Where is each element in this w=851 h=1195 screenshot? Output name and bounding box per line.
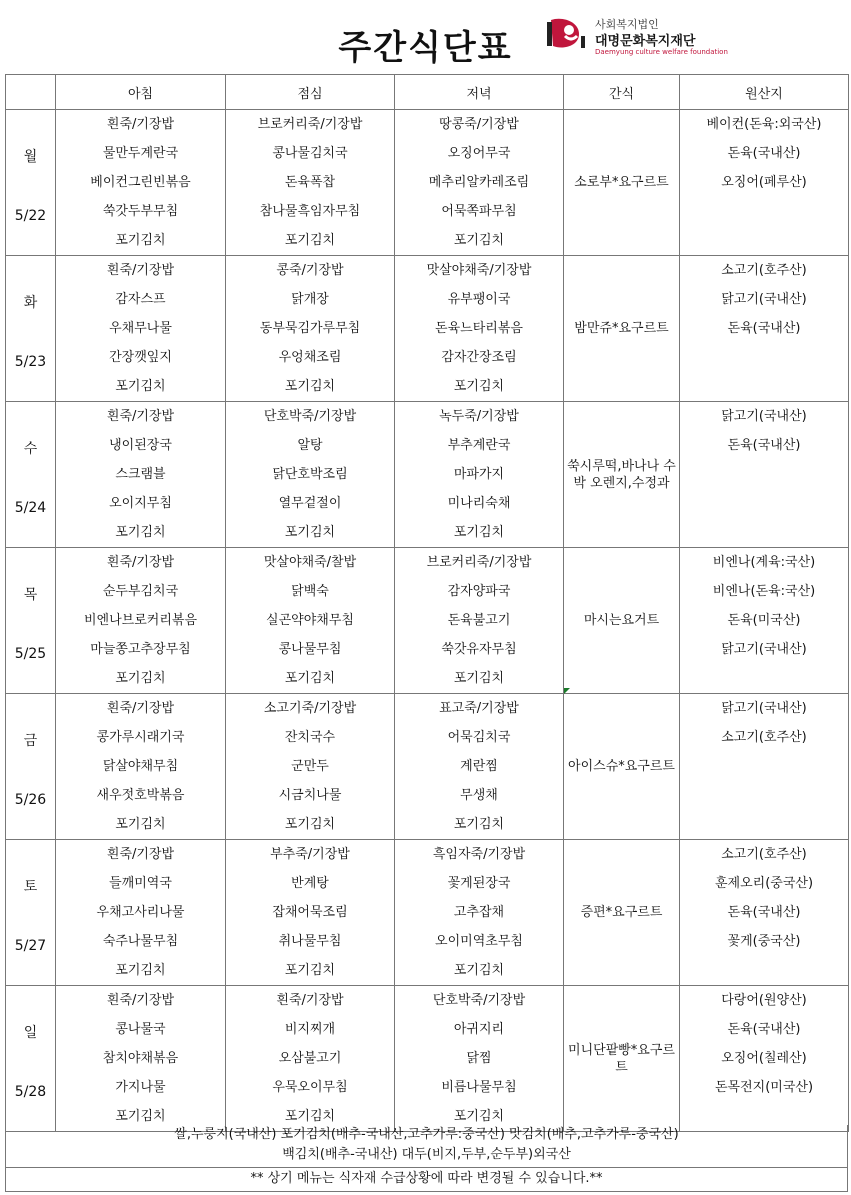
- lunch-item: 흰죽/기장밥: [276, 993, 344, 1008]
- dinner-item: 포기김치: [453, 233, 505, 248]
- dinner-item: 쑥갓유자무침: [441, 642, 517, 657]
- lunch-item: 부추죽/기장밥: [270, 847, 350, 862]
- dinner-item: 꽃게된장국: [447, 876, 511, 891]
- breakfast-item: 포기김치: [115, 817, 166, 832]
- lunch-item: 단호박죽/기장밥: [263, 409, 357, 424]
- breakfast-item: 마늘쫑고추장무침: [90, 642, 191, 657]
- dinner-item: 포기김치: [453, 671, 505, 686]
- origin-item: 오징어(페루산): [721, 175, 807, 190]
- breakfast-cell: [56, 694, 226, 840]
- dinner-cell: [395, 694, 564, 840]
- lunch-item: 취나물무침: [278, 934, 342, 949]
- day-name: 목: [23, 587, 38, 603]
- breakfast-item: 흰죽/기장밥: [106, 701, 175, 716]
- origin-item: 꽃게(중국산): [727, 934, 801, 949]
- breakfast-cell: [56, 840, 226, 986]
- snack-cell: 아이스슈*요구르트: [564, 694, 680, 840]
- breakfast-item: 냉이된장국: [109, 438, 172, 453]
- breakfast-item: 비엔나브로커리볶음: [83, 613, 198, 628]
- dinner-item: 포기김치: [453, 379, 505, 394]
- day-name: 월: [23, 149, 38, 165]
- breakfast-item: 콩가루시래기국: [96, 730, 185, 745]
- lunch-item: 잡채어묵조림: [272, 905, 348, 920]
- dinner-item: 감자간장조림: [441, 350, 517, 365]
- origin-cell: [680, 402, 849, 548]
- day-name: 수: [23, 441, 38, 457]
- table-row: [6, 110, 849, 256]
- breakfast-cell: [56, 402, 226, 548]
- origin-cell: [680, 110, 849, 256]
- lunch-cell: [226, 548, 395, 694]
- dinner-item: 무생채: [460, 788, 498, 803]
- foundation-logo: [545, 10, 728, 60]
- lunch-cell: [226, 840, 395, 986]
- dinner-item: 닭찜: [466, 1051, 492, 1066]
- origin-item: 비엔나(계육:국산): [712, 555, 816, 570]
- dinner-item: 메추리알카레조림: [428, 175, 530, 190]
- logo-english: Daemyung culture welfare foundation: [595, 48, 728, 56]
- lunch-cell: [226, 402, 395, 548]
- header-origin: 원산지: [680, 75, 849, 110]
- breakfast-item: 포기김치: [115, 379, 166, 394]
- cell-comment-marker: [564, 688, 570, 694]
- dinner-item: 브로커리죽/기장밥: [426, 555, 532, 570]
- breakfast-cell: [56, 986, 226, 1132]
- day-date: 5/24: [14, 500, 47, 516]
- change-notice: ** 상기 메뉴는 식자재 수급상황에 따라 변경될 수 있습니다.**: [5, 1167, 848, 1192]
- breakfast-item: 우채고사리나물: [96, 905, 185, 920]
- dinner-item: 땅콩죽/기장밥: [439, 117, 519, 132]
- breakfast-item: 포기김치: [115, 963, 166, 978]
- breakfast-item: 흰죽/기장밥: [106, 555, 175, 570]
- lunch-item: 잔치국수: [284, 730, 336, 745]
- lunch-item: 포기김치: [284, 1109, 336, 1124]
- dinner-item: 아귀지리: [453, 1022, 505, 1037]
- table-row: [6, 986, 849, 1132]
- lunch-item: 실곤약야채무침: [266, 613, 354, 628]
- footnote-line-1: 쌀,누룽지(국내산) 포기김치(배추-국내산,고추가루:중국산) 맛김치(배추,고추가루-중국산): [174, 1127, 679, 1142]
- page-header: [0, 0, 851, 74]
- breakfast-item: 우채무나물: [109, 321, 172, 336]
- lunch-cell: [226, 110, 395, 256]
- snack-cell: 쑥시루떡,바나나 수박 오렌지,수정과: [564, 402, 680, 548]
- dinner-item: 돈육불고기: [447, 613, 511, 628]
- origin-item: 닭고기(국내산): [721, 292, 807, 307]
- dinner-item: 흑임자죽/기장밥: [432, 847, 526, 862]
- snack-cell: 미니단팥빵*요구르트: [564, 986, 680, 1132]
- lunch-item: 군만두: [291, 759, 329, 774]
- lunch-item: 맛살야채죽/찰밥: [263, 555, 357, 570]
- snack-cell: 증편*요구르트: [564, 840, 680, 986]
- breakfast-cell: [56, 110, 226, 256]
- dinner-item: 표고죽/기장밥: [439, 701, 519, 716]
- footnote-line-2: 백김치(배추-국내산) 대두(비지,두부,순두부)외국산: [282, 1147, 571, 1162]
- page-title: 주간식단표: [338, 28, 513, 68]
- day-date: 5/27: [14, 938, 47, 954]
- day-name: 일: [23, 1025, 38, 1041]
- origin-footnote: [5, 1125, 848, 1168]
- dinner-item: 단호박죽/기장밥: [432, 993, 526, 1008]
- table-row: [6, 256, 849, 402]
- breakfast-item: 흰죽/기장밥: [106, 117, 175, 132]
- dinner-item: 계란찜: [460, 759, 498, 774]
- breakfast-item: 숙주나물무침: [102, 934, 179, 949]
- header-breakfast: 아침: [56, 75, 226, 110]
- dinner-item: 어묵쪽파무침: [441, 204, 517, 219]
- origin-item: 소고기(호주산): [721, 730, 807, 745]
- table-row: [6, 840, 849, 986]
- snack-cell: 밤만쥬*요구르트: [564, 256, 680, 402]
- origin-item: 닭고기(국내산): [721, 409, 807, 424]
- lunch-item: 오삼불고기: [278, 1051, 342, 1066]
- dinner-item: 맛살야채죽/기장밥: [426, 263, 532, 278]
- origin-item: 돈육(국내산): [727, 1022, 801, 1037]
- lunch-item: 알탕: [297, 438, 323, 453]
- lunch-item: 참나물흑임자무침: [259, 204, 361, 219]
- day-name: 금: [23, 733, 38, 749]
- breakfast-item: 포기김치: [115, 1109, 166, 1124]
- lunch-item: 포기김치: [284, 671, 336, 686]
- day-cell: [6, 840, 56, 986]
- day-date: 5/22: [14, 208, 47, 224]
- breakfast-item: 포기김치: [115, 233, 166, 248]
- dinner-item: 포기김치: [453, 817, 505, 832]
- breakfast-item: 포기김치: [115, 525, 166, 540]
- breakfast-item: 쑥갓두부무침: [102, 204, 179, 219]
- dinner-cell: [395, 986, 564, 1132]
- origin-item: 돈육(미국산): [727, 613, 801, 628]
- origin-item: 돈육(국내산): [727, 905, 801, 920]
- origin-item: 돈육(국내산): [727, 146, 801, 161]
- dinner-cell: [395, 840, 564, 986]
- origin-item: 비엔나(돈육:국산): [712, 584, 816, 599]
- origin-item: 돈육(국내산): [727, 321, 801, 336]
- lunch-item: 닭백숙: [291, 584, 329, 599]
- header-lunch: 점심: [226, 75, 395, 110]
- dinner-cell: [395, 110, 564, 256]
- breakfast-item: 순두부김치국: [102, 584, 179, 599]
- dinner-item: 녹두죽/기장밥: [439, 409, 519, 424]
- breakfast-item: 흰죽/기장밥: [106, 409, 175, 424]
- dinner-item: 고추잡채: [453, 905, 505, 920]
- breakfast-cell: [56, 548, 226, 694]
- dinner-item: 미나리숙채: [447, 496, 511, 511]
- lunch-item: 닭개장: [291, 292, 329, 307]
- origin-cell: [680, 256, 849, 402]
- weekly-menu-table: [5, 74, 849, 1132]
- dinner-item: 오이미역초무침: [435, 934, 523, 949]
- day-name: 화: [23, 295, 38, 311]
- dinner-item: 돈육느타리볶음: [435, 321, 523, 336]
- logo-name: 대명문화복지재단: [595, 34, 696, 49]
- day-cell: [6, 256, 56, 402]
- table-row: [6, 694, 849, 840]
- day-cell: [6, 110, 56, 256]
- day-cell: [6, 986, 56, 1132]
- dinner-cell: [395, 256, 564, 402]
- origin-item: 훈제오리(중국산): [714, 876, 814, 891]
- dinner-cell: [395, 548, 564, 694]
- origin-item: 돈목전지(미국산): [714, 1080, 814, 1095]
- origin-item: 베이컨(돈육:외국산): [706, 117, 822, 132]
- snack-cell: 소로부*요구르트: [564, 110, 680, 256]
- breakfast-item: 물만두계란국: [102, 146, 179, 161]
- lunch-item: 콩나물무침: [278, 642, 342, 657]
- lunch-cell: [226, 694, 395, 840]
- dinner-item: 유부팽이국: [447, 292, 511, 307]
- dinner-cell: [395, 402, 564, 548]
- origin-cell: [680, 840, 849, 986]
- origin-item: 오징어(칠레산): [721, 1051, 807, 1066]
- dinner-item: 포기김치: [453, 963, 505, 978]
- day-date: 5/28: [14, 1084, 47, 1100]
- lunch-item: 포기김치: [284, 233, 336, 248]
- day-cell: [6, 694, 56, 840]
- lunch-item: 브로커리죽/기장밥: [257, 117, 363, 132]
- dinner-item: 오징어무국: [447, 146, 511, 161]
- day-date: 5/25: [14, 646, 47, 662]
- lunch-item: 포기김치: [284, 525, 336, 540]
- day-date: 5/26: [14, 792, 47, 808]
- dinner-item: 포기김치: [453, 1109, 505, 1124]
- snack-cell: 마시는요거트: [564, 548, 680, 694]
- lunch-item: 포기김치: [284, 379, 336, 394]
- header-snack: 간식: [564, 75, 680, 110]
- breakfast-cell: [56, 256, 226, 402]
- breakfast-item: 들깨미역국: [109, 876, 172, 891]
- origin-item: 소고기(호주산): [721, 263, 807, 278]
- breakfast-item: 참치야채볶음: [102, 1051, 179, 1066]
- day-cell: [6, 548, 56, 694]
- origin-item: 다랑어(원양산): [721, 993, 807, 1008]
- header-day: [6, 75, 56, 110]
- table-row: [6, 548, 849, 694]
- lunch-item: 우묵오이무침: [272, 1080, 348, 1095]
- dinner-item: 비름나물무침: [441, 1080, 517, 1095]
- day-date: 5/23: [14, 354, 47, 370]
- breakfast-item: 닭살야채무침: [102, 759, 179, 774]
- day-name: 토: [23, 879, 38, 895]
- dinner-item: 포기김치: [453, 525, 505, 540]
- foundation-logo-icon: [545, 16, 587, 52]
- lunch-item: 닭단호박조림: [272, 467, 348, 482]
- dinner-item: 어묵김치국: [447, 730, 511, 745]
- day-cell: [6, 402, 56, 548]
- breakfast-item: 베이컨그린빈볶음: [90, 175, 191, 190]
- breakfast-item: 포기김치: [115, 671, 166, 686]
- breakfast-item: 새우젓호박볶음: [96, 788, 185, 803]
- lunch-item: 시금치나물: [278, 788, 342, 803]
- logo-subtitle: 사회복지법인: [595, 18, 659, 31]
- origin-item: 닭고기(국내산): [721, 701, 807, 716]
- breakfast-item: 오이지무침: [109, 496, 172, 511]
- lunch-item: 반계탕: [291, 876, 329, 891]
- breakfast-item: 스크램블: [115, 467, 166, 482]
- origin-item: 소고기(호주산): [721, 847, 807, 862]
- breakfast-item: 흰죽/기장밥: [106, 847, 175, 862]
- dinner-item: 감자양파국: [447, 584, 511, 599]
- dinner-item: 부추계란국: [447, 438, 511, 453]
- header-dinner: 저녁: [395, 75, 564, 110]
- origin-cell: [680, 986, 849, 1132]
- breakfast-item: 간장깻잎지: [109, 350, 172, 365]
- lunch-item: 소고기죽/기장밥: [263, 701, 357, 716]
- lunch-item: 콩나물김치국: [272, 146, 348, 161]
- table-row: [6, 402, 849, 548]
- origin-cell: [680, 694, 849, 840]
- dinner-item: 마파가지: [453, 467, 505, 482]
- origin-item: 닭고기(국내산): [721, 642, 807, 657]
- lunch-item: 포기김치: [284, 963, 336, 978]
- lunch-item: 돈육폭찹: [284, 175, 336, 190]
- breakfast-item: 콩나물국: [115, 1022, 166, 1037]
- lunch-item: 콩죽/기장밥: [276, 263, 344, 278]
- origin-cell: [680, 548, 849, 694]
- lunch-cell: [226, 256, 395, 402]
- lunch-item: 우엉채조림: [278, 350, 342, 365]
- lunch-cell: [226, 986, 395, 1132]
- breakfast-item: 가지나물: [115, 1080, 166, 1095]
- breakfast-item: 감자스프: [115, 292, 166, 307]
- lunch-item: 열무겉절이: [278, 496, 342, 511]
- origin-item: 돈육(국내산): [727, 438, 801, 453]
- lunch-item: 비지찌개: [284, 1022, 336, 1037]
- breakfast-item: 흰죽/기장밥: [106, 263, 175, 278]
- table-header-row: [6, 75, 849, 110]
- lunch-item: 동부묵김가루무침: [259, 321, 361, 336]
- breakfast-item: 흰죽/기장밥: [106, 993, 175, 1008]
- lunch-item: 포기김치: [284, 817, 336, 832]
